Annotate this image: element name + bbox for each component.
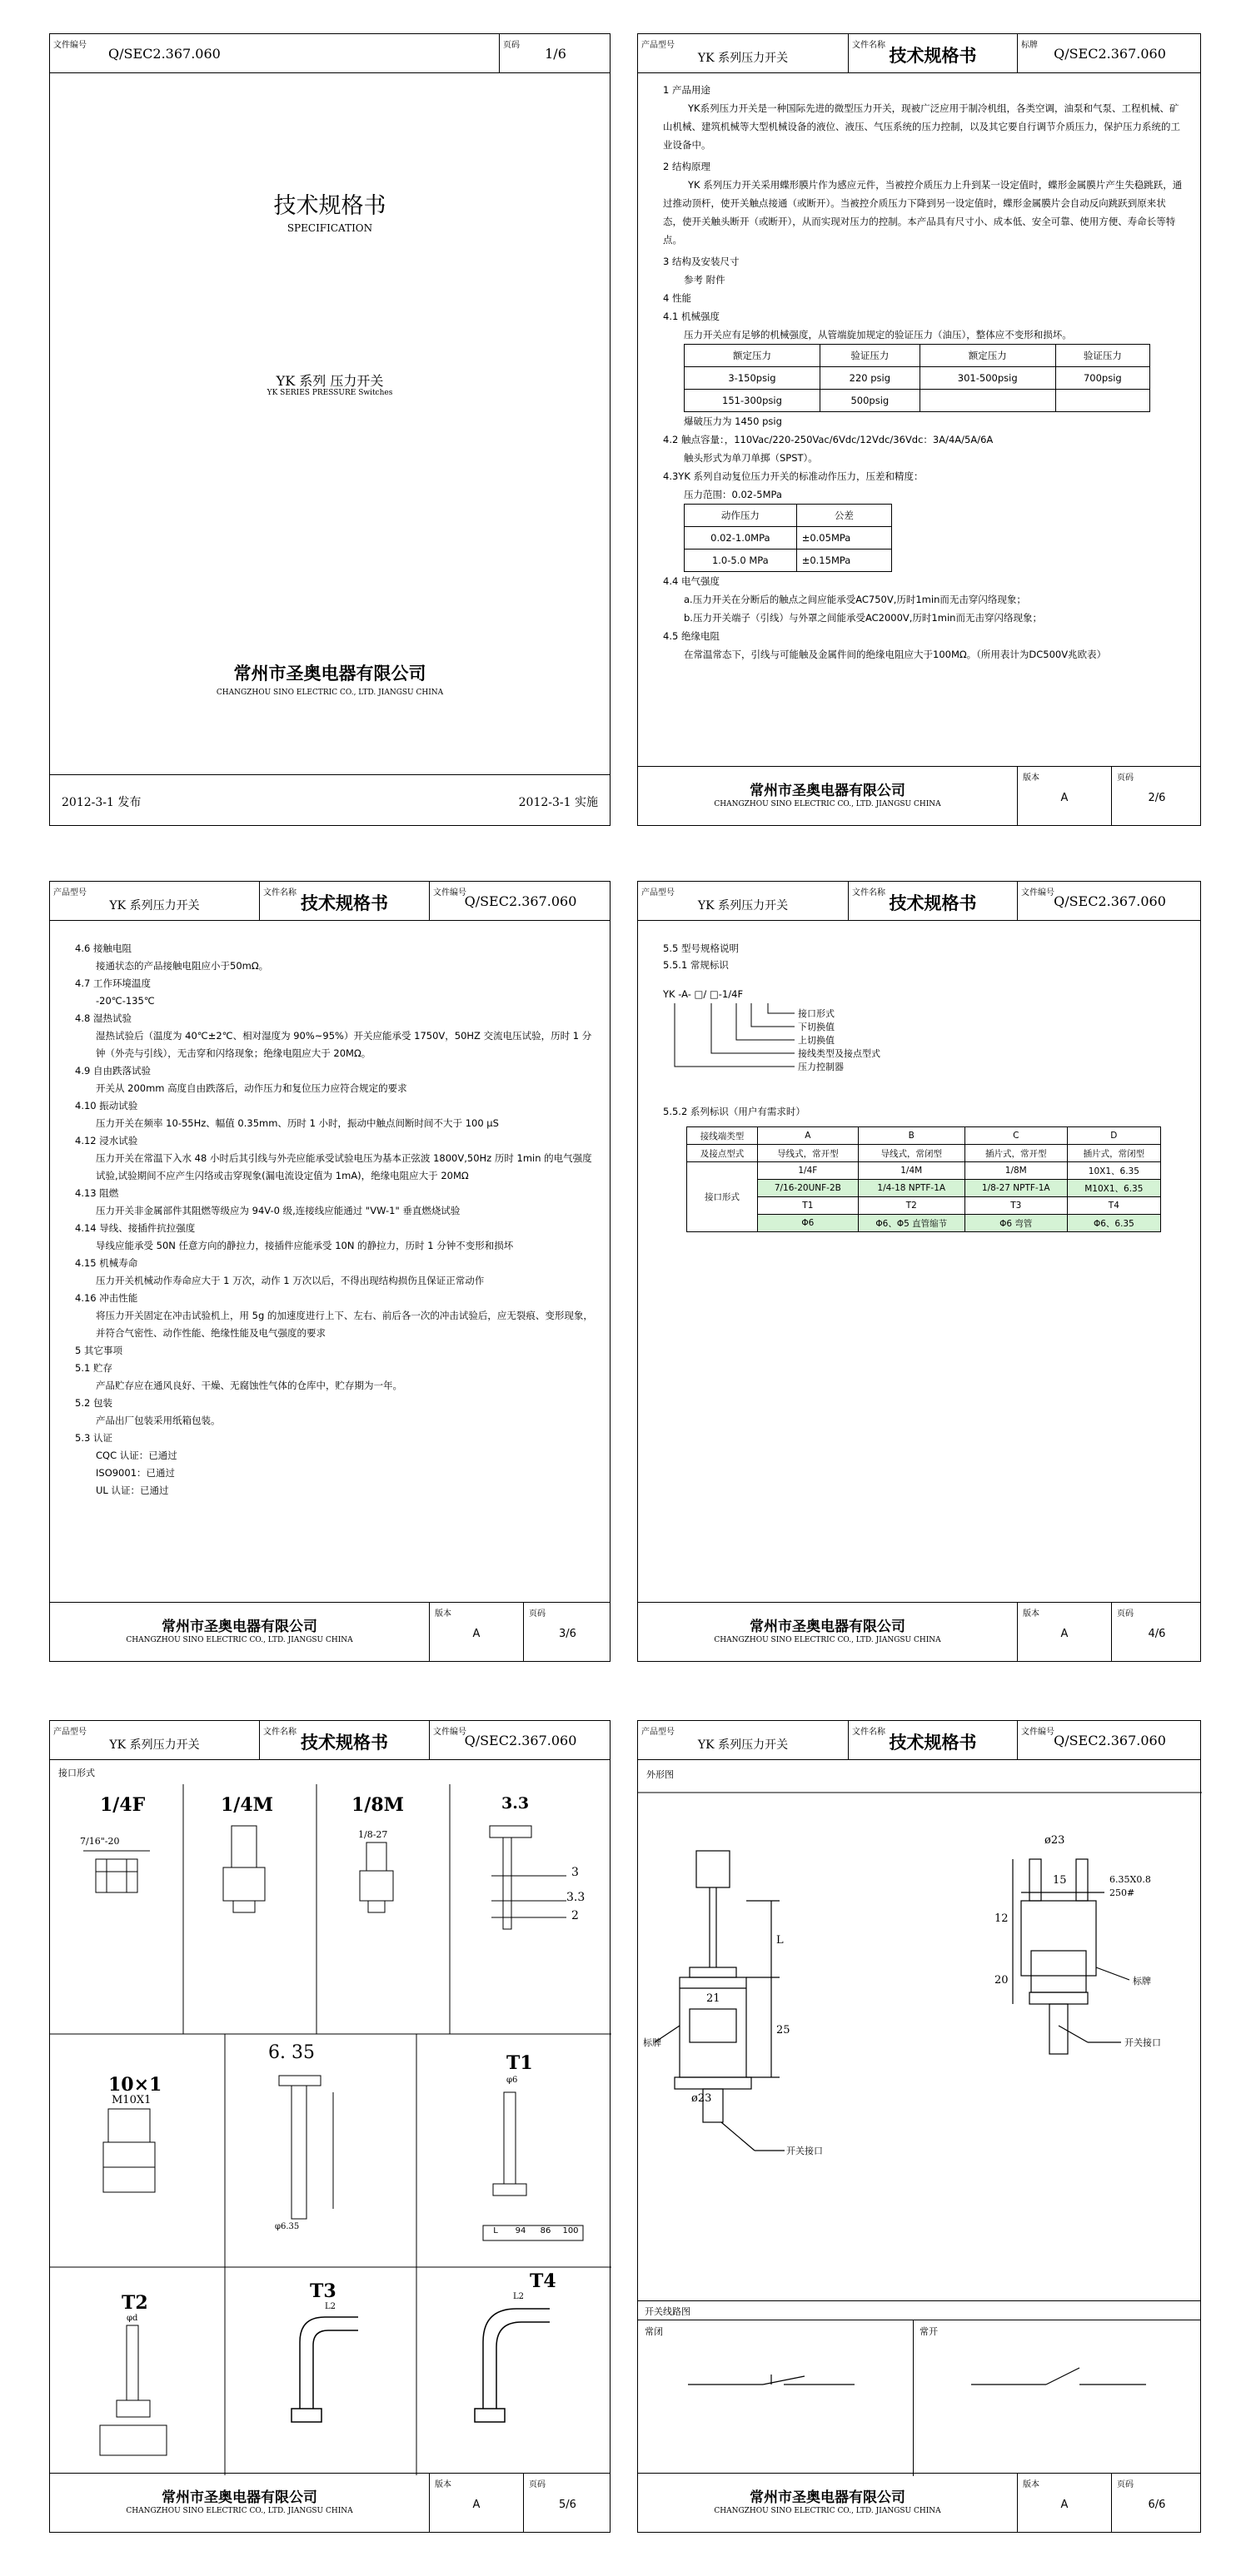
- no-switch-symbol: [971, 2368, 1146, 2385]
- doc-no-label: 文件编号: [53, 41, 87, 50]
- page-number: 6/6: [1148, 2499, 1166, 2511]
- spec-line: 压力开关机械动作寿命应大于 1 万次，动作 1 万次以后，不得出现结构损伤且保证正常动作: [96, 1275, 485, 1286]
- label-10x1: 10×1: [108, 2074, 162, 2096]
- doc-name-label: 文件名称: [852, 41, 885, 50]
- model-code: YK -A- □/ □-1/4F: [663, 988, 744, 1000]
- normally-closed-label: 常闭: [645, 2326, 663, 2337]
- spec-line: 4.14 导线、接插件抗拉强度: [75, 1222, 196, 1234]
- grid-lines: [50, 1759, 611, 2475]
- fitting-t1-drawing: [483, 2092, 583, 2240]
- tolerance-table: 动作压力 公差 0.02-1.0MPa ±0.05MPa 1.0-5.0 MPa ±0.15MPa: [684, 504, 892, 572]
- spec-line: 4.7 工作环境温度: [75, 977, 151, 989]
- footer: 常州市圣奥电器有限公司 CHANGZHOU SINO ELECTRIC CO., LTD. JIANGSU CHINA 版本 A 页码 4/6: [638, 1602, 1200, 1661]
- label-t2: T2: [122, 2292, 148, 2314]
- product-en: YK SERIES PRESSURE Switches: [267, 389, 393, 397]
- spec-line: 湿热试验后（温度为 40℃±2℃、相对湿度为 90%~95%）开关应能承受 1750V，50HZ 交流电压试验，历时 1 分钟（外壳与引线），无击穿和闪络现象；绝缘电阻应大于 20MΩ。: [96, 1030, 592, 1059]
- burst-pressure: 爆破压力为 1450 psig: [684, 415, 782, 427]
- page-number: 1/6: [545, 46, 566, 62]
- label-6-35: 6. 35: [268, 2042, 315, 2063]
- spec-line: 5.3 认证: [75, 1432, 112, 1444]
- company-en: CHANGZHOU SINO ELECTRIC CO., LTD. JIANGSU CHINA: [216, 689, 444, 697]
- page-label: 页码: [503, 41, 520, 50]
- label-1-8m: 1/8M: [351, 1794, 405, 1816]
- doc-name: 技术规格书: [889, 45, 977, 66]
- implement-date: 2012-3-1 实施: [518, 796, 598, 809]
- page-1: [49, 33, 611, 826]
- spec-line: 产品出厂包装采用纸箱包装。: [96, 1415, 221, 1426]
- spec-line: 4.13 阻燃: [75, 1187, 119, 1199]
- nc-switch-symbol: [688, 2375, 855, 2385]
- label-t4: T4: [530, 2270, 556, 2292]
- header: [638, 34, 1200, 73]
- section-4-4b: b.压力开关端子（引线）与外罩之间能承受AC2000V,历时1min而无击穿闪络现象；: [684, 612, 1042, 624]
- section-5-5: 5.5 型号规格说明: [663, 942, 739, 954]
- section-2: 2 结构原理: [663, 161, 710, 172]
- fitting-t4-drawing: [475, 2309, 550, 2422]
- company-cn: 常州市圣奥电器有限公司: [233, 663, 426, 684]
- label-t1: T1: [506, 2052, 533, 2074]
- spec-line: 4.12 浸水试验: [75, 1135, 138, 1146]
- circuit-svg: [638, 2301, 1202, 2476]
- label-1-4f: 1/4F: [100, 1794, 146, 1816]
- footer: 常州市圣奥电器有限公司 CHANGZHOU SINO ELECTRIC CO., LTD. JIANGSU CHINA 版本 A 页码 5/6: [50, 2473, 610, 2532]
- content: [663, 940, 1184, 973]
- outline-title: 外形图: [646, 1769, 674, 1780]
- content: [75, 940, 593, 1499]
- label-3-3: 3.3: [501, 1794, 530, 1813]
- code-leader-lines: [663, 988, 930, 1097]
- series-table: 接线端类型 A B C D 及接点型式 导线式，常开型 导线式，常闭型 插片式，常开型 插片式，常闭型 接口形式 1/4F 1/4M 1/8M 10X1、6.35 7/16-20UNF-2B 1/4-18 NPTF-1A 1/8-27 NPTF-1A M10X1、6.35 T1 T2 T3 T4 Φ6 Φ6、Φ5 直管缩节 Φ6 弯管 Φ6、6.35: [686, 1126, 1161, 1232]
- t1-length-table: L 94 86 100: [493, 2226, 579, 2235]
- product-label: 产品型号: [641, 41, 675, 50]
- normally-open-label: 常开: [920, 2326, 938, 2337]
- section-4-5-text: 在常温常态下，引线与可能触及金属件间的绝缘电阻应大于100MΩ。（所用表计为DC500V兆欧表）: [684, 649, 1107, 660]
- spec-line: 压力开关在频率 10-55Hz、幅值 0.35mm、历时 1 小时，振动中触点间断时间不大于 100 μS: [96, 1117, 499, 1129]
- release-bar: [50, 774, 610, 825]
- fitting-t3-drawing: [292, 2317, 358, 2422]
- header: 产品型号 YK 系列压力开关 文件名称 技术规格书 文件编号 Q/SEC2.367.060: [638, 882, 1200, 921]
- header: [50, 34, 610, 73]
- label-1-4m: 1/4M: [221, 1794, 274, 1816]
- section-4-1-text: 压力开关应有足够的机械强度，从管端旋加规定的验证压力（油压），整体应不变形和损坏。: [684, 329, 1072, 341]
- page-number: 4/6: [1148, 1628, 1166, 1640]
- page-6: [637, 1720, 1201, 2533]
- spec-line: 将压力开关固定在冲击试验机上，用 5g 的加速度进行上下、左右、前后各一次的冲击试验后，应无裂痕、变形现象，并符合气密性、动作性能、绝缘性能及电气强度的要求: [96, 1310, 593, 1339]
- section-4-4: 4.4 电气强度: [663, 575, 720, 587]
- product: YK 系列压力开关: [697, 52, 789, 65]
- label-port: 开关接口: [786, 2146, 823, 2156]
- header: 产品型号 YK 系列压力开关 文件名称 技术规格书 文件编号 Q/SEC2.367.060: [50, 1721, 610, 1760]
- spec-line: 导线应能承受 50N 任意方向的静拉力，接插件应能承受 10N 的静拉力，历时 1 分钟不变形和损坏: [96, 1240, 514, 1251]
- fitting-1-4m-drawing: [223, 1826, 265, 1912]
- section-4-2b: 触头形式为单刀单掷（SPST）。: [684, 452, 818, 464]
- spec-line: 压力开关在常温下入水 48 小时后其引线与外壳应能承受试验电压为基本正弦波 1800V,50Hz 历时 1min 的电气强度试验,试验期间不应产生闪络或击穿现象(漏电流设定值为 1mA)，绝缘电阻应大于 20MΩ: [96, 1152, 592, 1181]
- section-4-4a: a.压力开关在分断后的触点之间应能承受AC750V,历时1min而无击穿闪络现象；: [684, 594, 1026, 605]
- section-title: 接口形式: [58, 1768, 95, 1778]
- spec-line: 5.1 贮存: [75, 1362, 112, 1374]
- release-date: 2012-3-1 发布: [62, 796, 142, 809]
- label-nameplate: 标牌: [643, 2037, 661, 2048]
- spec-line: CQC 认证：已通过: [96, 1450, 177, 1461]
- spec-line: 产品贮存应在通风良好、干燥、无腐蚀性气体的仓库中，贮存期为一年。: [96, 1380, 402, 1391]
- terminal-6-35-drawing: [279, 2076, 333, 2219]
- fitting-1-4f-drawing: [83, 1851, 150, 1892]
- section-4: 4 性能: [663, 292, 691, 304]
- nameplate-label: 标牌: [1021, 41, 1038, 50]
- header: 产品型号 YK 系列压力开关 文件名称 技术规格书 文件编号 Q/SEC2.367.060: [50, 882, 610, 921]
- spec-line: 4.9 自由跌落试验: [75, 1065, 151, 1077]
- section-3-text: 参考 附件: [684, 274, 725, 286]
- model-code-diagram: YK -A- □/ □-1/4F 接口形式 下切换值 上切换值 接线类型及接点型式 压力控制器: [663, 988, 930, 1097]
- page-number: 2/6: [1148, 792, 1166, 804]
- verify-pressure-table: 额定压力 验证压力 额定压力 验证压力 3-150psig 220 psig 301-500psig 700psig 151-300psig 500psig: [684, 344, 1150, 412]
- outline-drawing: 外形图 21 25 L ø23 标牌 开关接口 ø23 15 6.35X0.8 250# 12 20 标牌 开关接口: [638, 1759, 1200, 2300]
- section-5-5-2: 5.5.2 系列标识（用户有需求时）: [663, 1106, 805, 1117]
- section-4-2: 4.2 触点容量：，110Vac/220-250Vac/6Vdc/12Vdc/36Vdc：3A/4A/5A/6A: [663, 434, 994, 445]
- content: [663, 81, 1184, 664]
- spec-line: 4.15 机械寿命: [75, 1257, 138, 1269]
- terminal-3-3-drawing: [490, 1826, 566, 1929]
- footer: 常州市圣奥电器有限公司 CHANGZHOU SINO ELECTRIC CO., LTD. JIANGSU CHINA 版本 A 页码 2/6: [638, 766, 1200, 825]
- page-2: [637, 33, 1201, 826]
- section-4-1: 4.1 机械强度: [663, 311, 720, 322]
- fitting-10x1-drawing: [103, 2109, 155, 2192]
- spec-line: 4.16 冲击性能: [75, 1292, 138, 1304]
- title-cn: 技术规格书: [273, 193, 386, 219]
- spec-line: 4.10 振动试验: [75, 1100, 138, 1111]
- spec-line: -20℃-135℃: [96, 995, 155, 1007]
- fitting-1-8m-drawing: [360, 1842, 393, 1912]
- circuit-title: 开关线路图: [645, 2306, 690, 2317]
- section-5-5-1: 5.5.1 常规标识: [663, 959, 729, 971]
- section-4-3b: 压力范围：0.02-5MPa: [684, 489, 782, 500]
- spec-line: 5 其它事项: [75, 1345, 122, 1356]
- footer: 常州市圣奥电器有限公司 CHANGZHOU SINO ELECTRIC CO., LTD. JIANGSU CHINA 版本 A 页码 3/6: [50, 1602, 610, 1661]
- section-4-5: 4.5 绝缘电阻: [663, 630, 720, 642]
- spec-line: 开关从 200mm 高度自由跌落后，动作压力和复位压力应符合规定的要求: [96, 1082, 407, 1094]
- doc-no: Q/SEC2.367.060: [108, 46, 221, 62]
- header: 产品型号 YK 系列压力开关 文件名称 技术规格书 文件编号 Q/SEC2.367.060: [638, 1721, 1200, 1760]
- spec-line: ISO9001：已通过: [96, 1467, 176, 1479]
- page-3: [49, 881, 611, 1662]
- doc-no: Q/SEC2.367.060: [1054, 46, 1166, 62]
- page-number: 3/6: [559, 1628, 576, 1640]
- connector-grid: 接口形式 1/4F 7/16"-20 1/4M 1/8M 1/8-27 3.3 3 3.3 2 10×1 M10X1 6. 35 φ6.35 T1 φ6 L 94 86 100 T2 φd T3 L2 T4 L2: [50, 1759, 610, 2475]
- page-5: [49, 1720, 611, 2533]
- section-1: 1 产品用途: [663, 84, 710, 96]
- label-t3: T3: [310, 2280, 336, 2302]
- fitting-t2-drawing: [100, 2325, 167, 2455]
- spec-line: 5.2 包装: [75, 1397, 112, 1409]
- spec-line: 接通状态的产品接触电阻应小于50mΩ。: [96, 960, 269, 972]
- section-3: 3 结构及安装尺寸: [663, 256, 740, 267]
- footer: 常州市圣奥电器有限公司 CHANGZHOU SINO ELECTRIC CO., LTD. JIANGSU CHINA 版本 A 页码 6/6: [638, 2473, 1200, 2532]
- page-4: [637, 881, 1201, 1662]
- spec-line: 4.6 接触电阻: [75, 942, 132, 954]
- spec-line: UL 认证：已通过: [96, 1484, 169, 1496]
- title-en: SPECIFICATION: [287, 222, 373, 234]
- outline-svg: [638, 1759, 1202, 2300]
- product-cn: YK 系列 压力开关: [276, 373, 384, 389]
- page-number: 5/6: [559, 2499, 576, 2511]
- spec-line: 4.8 湿热试验: [75, 1012, 132, 1024]
- section-2-text: YK 系列压力开关采用蝶形膜片作为感应元件，当被控介质压力上升到某一设定值时，蝶形金属膜片产生失稳跳跃，通过推动顶杆，使开关触点接通（或断开）。当被控介质压力下降到另一设定值时，蝶形金属膜片会自动反向跳跃到原来状态，使开关触头断开（或断开），从而实现对压力的控制。本产品具有尺寸小、成本低、安全可靠、使用方便、寿命长等特点。: [663, 179, 1183, 246]
- section-1-text: YK系列压力开关是一种国际先进的微型压力开关，现被广泛应用于制冷机组，各类空调，油泵和气泵、工程机械、矿山机械、建筑机械等大型机械设备的液位、液压、气压系统的压力控制，以及其它要自行调节介质压力，保护压力系统的工业设备中。: [663, 102, 1180, 151]
- circuit-diagram: [638, 2300, 1200, 2476]
- spec-line: 压力开关非金属部件其阻燃等级应为 94V-0 级,连接线应能通过 "VW-1" 垂直燃烧试验: [96, 1205, 461, 1216]
- section-4-3: 4.3YK 系列自动复位压力开关的标准动作压力，压差和精度：: [663, 470, 924, 482]
